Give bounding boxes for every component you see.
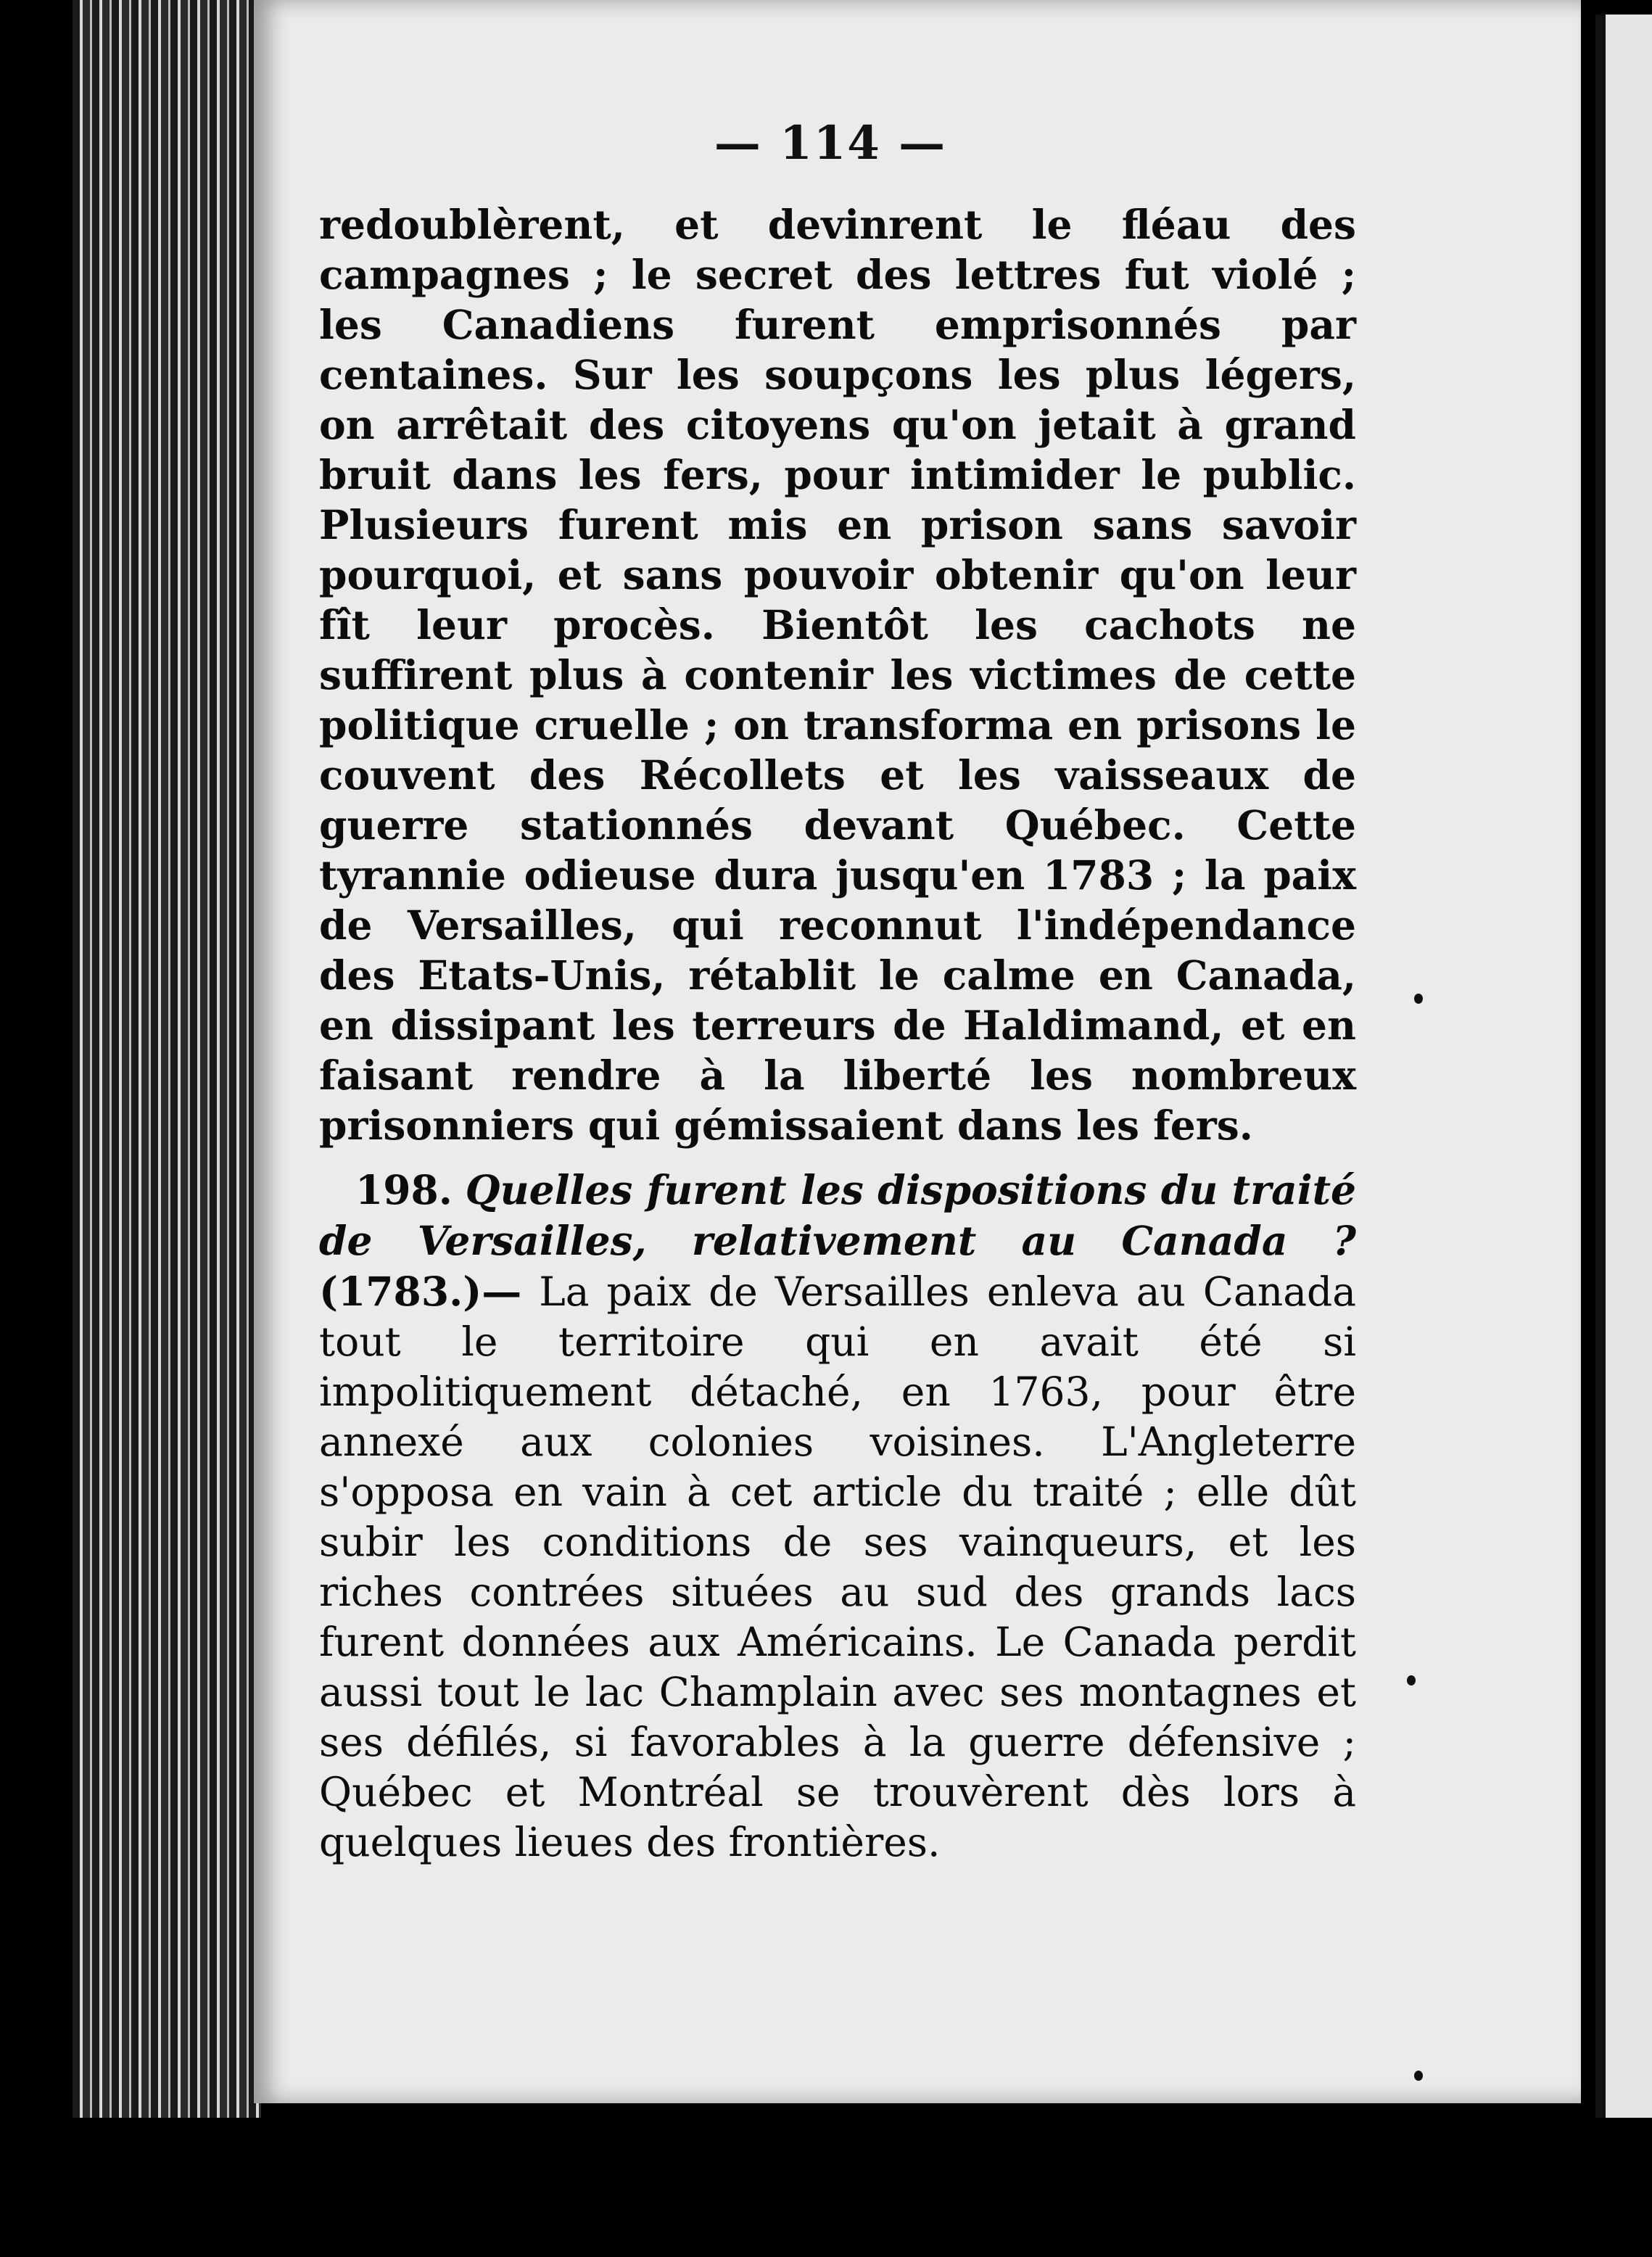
book-page <box>254 0 1581 2103</box>
question-paragraph <box>319 1165 1356 1868</box>
next-page-edge <box>1595 15 1652 2118</box>
paragraph-continuation: redoublèrent, et devinrent le fléau des campagnes ; le secret des lettres fut violé ; les Canadiens furent emprisonnés par centaines. Sur les soupçons les plus légers, on arrêtait des citoyens qu'on jetait à grand bruit dans les fers, pour intimider le public. Plusieurs furent mis en prison sans savoir pourquoi, et sans pouvoir obtenir qu'on leur fît leur procès. Bientôt les cachots ne suffirent plus à contenir les victimes de cette politique cruelle ; on transforma en prisons le couvent des Récollets et les vaisseaux de guerre stationnés devant Québec. Cette tyrannie odieuse dura jusqu'en 1783 ; la paix de Versailles, qui reconnut l'indépendance des Etats-Unis, rétablit le calme en Canada, en dissipant les terreurs de Haldimand, et en faisant rendre à la liberté les nombreux prisonniers qui gémissaient dans les fers. <box>319 201 1356 1149</box>
answer-text: La paix de Versailles enleva au Canada tout le territoire qui en avait été si impolitiquement détaché, en 1763, pour être annexé aux colonies voisines. L'Angleterre s'opposa en vain à cet article du traité ; elle dût subir les conditions de ses vainqueurs, et les riches contrées situées au sud des grands lacs furent données aux Américains. Le Canada perdit aussi tout le lac Champlain avec ses montagnes et ses défilés, si favorables à la guerre défensive ; Québec et Montréal se trouvèrent dès lors à quelques lieues des frontières. <box>319 1268 1357 1865</box>
ink-speck <box>1407 1675 1416 1685</box>
question-number: 198. <box>355 1166 453 1213</box>
page-edges <box>73 0 261 2118</box>
question-text: Quelles furent les dispositions du traité de Versailles, relativement au Canada ? <box>319 1166 1356 1264</box>
question-date: (1783.)— <box>319 1268 522 1315</box>
ink-speck <box>1414 2071 1423 2081</box>
page-text <box>319 199 1356 1868</box>
ink-speck <box>1414 994 1423 1004</box>
page-number: — 114 — <box>714 116 947 170</box>
